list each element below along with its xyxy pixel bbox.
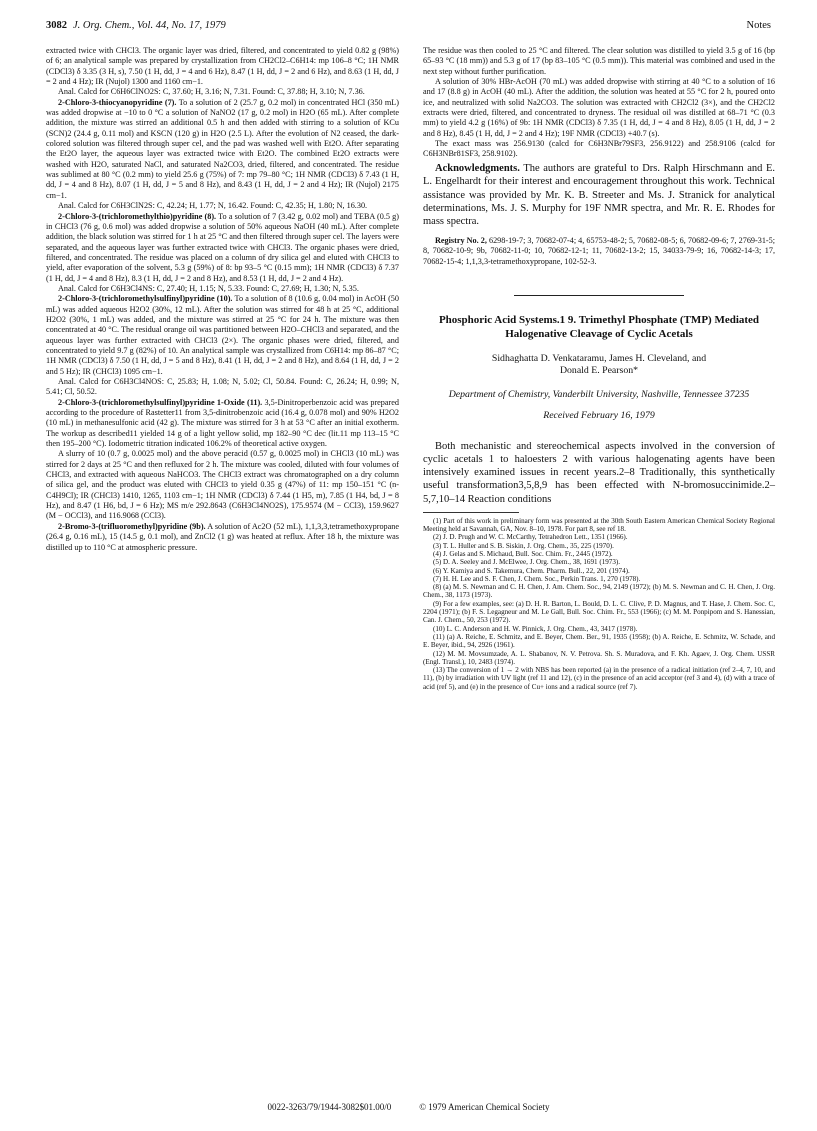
article-code: 0022-3263/79/1944-3082$01.00/0 bbox=[267, 1102, 392, 1112]
procedure-heading: 2-Chloro-3-(trichloromethylsulfinyl)pyridine 1-Oxide (11). bbox=[58, 397, 263, 407]
procedure-8 bbox=[46, 212, 399, 284]
footnote: (9) For a few examples, see: (a) D. H. R. Barton, L. Bould, D. L. C. Clive, P. D. Magnus, and T. Hase, J. Chem. Soc. C, 2204 (1971); (b) F. S. Legagneur and M. Le Gall, Bull. Soc. Chim. Fr., 553 (1966); (c) M. M. Ponpipom and S. Hanessian, Can. J. Chem., 50, 253 (1972). bbox=[423, 599, 775, 625]
paragraph: The residue was then cooled to 25 °C and filtered. The clear solution was distilled to yield 3.5 g of 16 (bp 65–93 °C (18 mm)) and 5.3 g of 17 (bp 83–105 °C (0.5 mm)). This material was combined and used in the next step without further purification. bbox=[423, 46, 775, 76]
procedure-text: A solution of Ac2O (52 mL), 1,1,3,3,tetramethoxypropane (26.4 g, 0.16 mL), 15 (14.5 g, 0.1 mol), and ZnCl2 (1 g) was heated at reflux. After 18 h, the mixture was distilled up to 110 °C at atmospheric pressure. bbox=[46, 521, 399, 552]
procedure-heading: 2-Chloro-3-(trichloromethylthio)pyridine (8). bbox=[58, 211, 217, 221]
procedure-heading: 2-Bromo-3-(trifluoromethyl)pyridine (9b). bbox=[58, 521, 206, 531]
registry-text: 6298-19-7; 3, 70682-07-4; 4, 65753-48-2; 5, 70682-08-5; 6, 70682-09-6; 7, 2769-31-5; 8, 70682-10-9; 9b, 70682-11-0; 10, 70682-12-1; 11, 70682-13-2; 15, 34033-79-9; 16, 70682-14-3; 17, 70682-15-4; 1,1,3,3-tetramethoxypropane, 102-52-3. bbox=[423, 235, 776, 266]
section-divider bbox=[514, 295, 684, 296]
footnote: (7) H. H. Lee and S. F. Chen, J. Chem. Soc., Perkin Trans. 1, 270 (1978). bbox=[433, 574, 641, 583]
running-header bbox=[46, 20, 771, 36]
procedure-10 bbox=[46, 294, 399, 377]
footnote-divider bbox=[423, 512, 519, 513]
footnote: (6) Y. Kamiya and S. Takemura, Chem. Pharm. Bull., 22, 201 (1974). bbox=[433, 566, 630, 575]
procedure-11 bbox=[46, 398, 399, 450]
journal-citation: J. Org. Chem., Vol. 44, No. 17, 1979 bbox=[73, 20, 226, 31]
registry-numbers bbox=[423, 236, 775, 267]
page-footer bbox=[0, 1102, 817, 1112]
analysis-paragraph: Anal. Calcd for C6H3Cl4NS: C, 27.40; H, 1.15; N, 5.33. Found: C, 27.69; H, 1.30; N, 5.35. bbox=[58, 283, 359, 293]
paragraph: The exact mass was 256.9130 (calcd for C6H3NBr79SF3, 256.9122) and 258.9106 (calcd for C6H3NBr81SF3, 258.9102). bbox=[423, 139, 775, 159]
left-column bbox=[46, 46, 399, 553]
section-label: Notes bbox=[746, 20, 771, 31]
footnote: (8) (a) M. S. Newman and C. H. Chen, J. Am. Chem. Soc., 94, 2149 (1972); (b) M. S. Newman and C. H. Chen, J. Org. Chem., 38, 1173 (1973). bbox=[423, 583, 775, 600]
footnotes bbox=[423, 517, 775, 691]
authors-line: Donald E. Pearson* bbox=[559, 365, 639, 377]
footnote: (5) D. A. Seeley and J. McElwee, J. Org. Chem., 38, 1691 (1973). bbox=[433, 558, 621, 567]
footnote: (13) The conversion of 1 → 2 with NBS has been reported (a) in the presence of a radical initiation (ref 2–4, 7, 10, and 11), (b) by irradiation with UV light (ref 11 and 12), (c) in the presence of an acid acceptor (ref 3 and 4), (d) with a trace of acid (ref 5), and (e) in the presence of Cu+ ions and a radical source (ref 7). bbox=[423, 666, 775, 691]
footnote: (12) M. M. Movsumzade, A. L. Shabanov, N. V. Petrova. Sh. S. Muradova, and F. Kh. Agaev, J. Org. Chem. USSR (Engl. Transl.), 10, 2483 (1974). bbox=[423, 649, 775, 666]
paragraph: extracted twice with CHCl3. The organic layer was dried, filtered, and concentrated to yield 0.82 g (98%) of 6; an analytical sample was prepared by crystallization from CH2Cl2–C6H14: mp 106–8 °C; 1H NMR (CDCl3) δ 3.35 (3 H, s), 7.50 (1 H, dd, J = 4 and 6 Hz), 8.47 (1 H, dd, J = 2 and 6 Hz), and 8.63 (1 H, dd, J = 2 and 4 Hz); IR (Nujol) 1300 and 1160 cm−1. bbox=[46, 46, 399, 87]
acknowledgments-text: The authors are grateful to Drs. Ralph Hirschmann and E. L. Engelhardt for their interest and encouragement throughout this work. Technical assistance was provided by Mr. K. B. Streeter and Ms. J. Stranick for analytical determinations, Ms. J. S. Murphy for 19F NMR spectra, and Mr. R. E. Rhodes for mass spectra. bbox=[423, 162, 775, 228]
procedure-heading: 2-Chloro-3-(trichloromethylsulfinyl)pyridine (10). bbox=[58, 294, 233, 304]
analysis-paragraph: Anal. Calcd for C6H3ClN2S: C, 42.24; H, 1.77; N, 16.42. Found: C, 42.35; H, 1.80; N, 16.30. bbox=[58, 201, 368, 211]
page-number: 3082 bbox=[46, 20, 67, 31]
footnote: (11) (a) A. Reiche, E. Schmitz, and E. Beyer, Chem. Ber., 91, 1935 (1958); (b) A. Reiche, E. Schmitz, W. Schade, and E. Beyer, ibid., 94, 2926 (1961). bbox=[423, 632, 775, 650]
procedure-heading: 2-Chloro-3-thiocyanopyridine (7). bbox=[58, 97, 177, 107]
right-column bbox=[423, 46, 775, 691]
procedure-text: To a solution of 8 (10.6 g, 0.04 mol) in AcOH (50 mL) was added aqueous H2O2 (30%, 12 mL). After the solution was stirred for 48 h at 25 °C, additional H2O2 (30%, 1 mL) was added, and the mixture was stirred at 25 °C for 24 h. The mixture was then concentrated at 40 °C. The residual orange oil was partitioned between H2O–CHCl3 and separated, and the aqueous layer was further extracted with CHCl3 (2×). The organic phases were dried, filtered, and concentrated to yield 9.7 g (82%) of 10. An analytical sample was crystallized from C6H14: mp 86–87 °C; 1H NMR (CDCl3) δ 7.50 (1 H, dd, J = 5 and 8 Hz), 8.41 (1 H, dd, J = 2 and 8 Hz), and 8.64 (1 H, dd, J = 2 and 5 Hz); IR (CHCl3) 1095 cm−1. bbox=[46, 294, 399, 376]
procedure-text: To a solution of 2 (25.7 g, 0.2 mol) in concentrated HCl (350 mL) was added dropwise at −10 to 0 °C a solution of NaNO2 (17 g, 0.2 mol) in H2O (65 mL). After complete addition, the mixture was stirred an additional 0.5 h and then added with stirring to a solution of KCu (SCN)2 (24.4 g, 0.11 mol) and KSCN (120 g) in H2O (2.5 L). After the evolution of N2 ceased, the dark-colored solution was filtered through super cel, and the pad was washed well with Et2O. After separating the Et2O layer, the aqueous layer was extracted twice with Et2O. The combined Et2O extracts were washed with H2O, saturated NaCl, and saturated Na2CO3, dried, filtered, and concentrated. The residue was sublimed at 80 °C (0.2 mm) to yield 25.6 g (75%) of 7: mp 79–80 °C; 1H NMR (CDCl3) δ 7.43 (1 H, dd, J = 4 and 8 Hz), 8.07 (1 H, dd, J = 5 and 8 Hz), and 8.43 (1 H, dd, J = 2 and 4 Hz); IR (Nujol) 2175 cm−1. bbox=[46, 97, 399, 200]
authors bbox=[423, 353, 775, 377]
paragraph: A solution of 30% HBr-AcOH (70 mL) was added dropwise with stirring at 40 °C to a solution of 16 and 17 (8.8 g) in AcOH (40 mL). After the addition, the solution was heated at 55 °C for 2 h, poured onto ice, and neutralized with solid Na2CO3. The solution was extracted with CH2Cl2 (3×), and the CH2Cl2 extracts were dried, filtered, and concentrated to dryness. The residual oil was distilled at 68–71 °C (0.3 mm) to yield 4.2 g (16%) of 9b: 1H NMR (CDCl3) δ 7.35 (1 H, dd, J = 4 and 8 Hz), 8.05 (1 H, dd, J = 2 and 8 Hz), 8.45 (1 H, dd, J = 2 and 4 Hz); 19F NMR (CDCl3) +40.7 (s). bbox=[423, 77, 775, 138]
footnote: (4) J. Gelas and S. Michaud, Bull. Soc. Chim. Fr., 2445 (1972). bbox=[433, 549, 613, 558]
paragraph: A slurry of 10 (0.7 g, 0.0025 mol) and the above peracid (0.57 g, 0.0025 mol) in CHCl3 (10 mL) was stirred for 2 days at 25 °C and then refluxed for 2 h. The mixture was cooled, diluted with four volumes of CHCl3, and extracted with aqueous NaHCO3. The CHCl3 extract was chromatographed on a dry column of silica gel, and the product was eluted with CHCl3 to yield 0.35 g (47%) of 11: mp 150–151 °C (n-C4H9Cl); IR (CHCl3) 1410, 1265, 1103 cm−1; 1H NMR (CDCl3) δ 7.44 (1 H5, m), 7.85 (1 H4, bd, J = 8 Hz), and 8.47 (1 H6, bd, J = 6 Hz); MS m/e 292.8643 (C6H3Cl4NO2S), 175.9574 (M − CCl3), 159.9627 (M − OCCl3), and 116.9068 (CCl3). bbox=[46, 449, 399, 521]
acknowledgments-heading: Acknowledgments. bbox=[435, 162, 520, 174]
analysis-paragraph: Anal. Calcd for C6H3Cl4NOS: C, 25.83; H, 1.08; N, 5.02; Cl, 50.84. Found: C, 26.24; H, 0.99; N, 5.41; Cl, 50.52. bbox=[46, 377, 399, 397]
intro-paragraph: Both mechanistic and stereochemical aspects involved in the conversion of cyclic acetals 1 to haloesters 2 with various halogenating agents have been intensively examined issues in recent years.2–8 Traditionally, this synthetically useful transformation3,5,8,9 has been effected with N-bromosuccinimide.2–5,7,10–14 Reaction conditions bbox=[423, 440, 775, 505]
copyright: © 1979 American Chemical Society bbox=[419, 1102, 550, 1112]
received-date: Received February 16, 1979 bbox=[543, 410, 655, 422]
acknowledgments bbox=[423, 162, 775, 229]
footnote: (10) L. C. Anderson and H. W. Pinnick, J. Org. Chem., 43, 3417 (1978). bbox=[433, 624, 638, 633]
authors-line: Sidhaghatta D. Venkataramu, James H. Cleveland, and bbox=[491, 353, 707, 365]
analysis-paragraph: Anal. Calcd for C6H6ClNO2S: C, 37.60; H, 3.16; N, 7.31. Found: C, 37.88; H, 3.10; N, 7.36. bbox=[58, 87, 365, 97]
affiliation: Department of Chemistry, Vanderbilt University, Nashville, Tennessee 37235 bbox=[448, 389, 750, 401]
procedure-7 bbox=[46, 98, 399, 201]
procedure-text: 3,5-Dinitroperbenzoic acid was prepared according to the procedure of Rastetter11 from 3,5-dinitrobenzoic acid (16.4 g, 0.078 mol) and 90% H2O2 (10 mL) in methanesulfonic acid (42 g). The mixture was stirred for 3 h at 53 °C after an initial exotherm. The workup as described11 yielded 14 g of a light yellow solid, mp 182–90 °C dec (lit.11 mp 113–15 °C then 195–200 °C). Iodometric titration indicated 106.2% of theoretical active oxygen. bbox=[46, 397, 399, 449]
procedure-9b bbox=[46, 522, 399, 553]
footnote: (1) Part of this work in preliminary form was presented at the 30th South Eastern American Chemical Society Regional Meeting held at Savannah, GA, Nov. 8–10, 1978. For part 8, see ref 18. bbox=[423, 516, 775, 534]
footnote: (2) J. D. Prugh and W. C. McCarthy, Tetrahedron Lett., 1351 (1966). bbox=[433, 533, 628, 542]
article-title: Phosphoric Acid Systems.1 9. Trimethyl Phosphate (TMP) Mediated Halogenative Cleavage of Cyclic Acetals bbox=[438, 313, 760, 340]
footnote: (3) T. L. Huller and S. B. Siskin, J. Org. Chem., 35, 225 (1970). bbox=[433, 541, 614, 550]
procedure-text: To a solution of 7 (3.42 g, 0.02 mol) and TEBA (0.5 g) in CHCl3 (76 g, 0.6 mol) was added dropwise a solution of 50% aqueous NaOH (40 mL). After complete addition, the black solution was stirred for 1 h at 25 °C and then filtered through super cel. The layers were separated, and the aqueous layer was further extracted twice with CHCl3. The organic phases were dried, filtered, and concentrated. The residue was placed on a column of dry silica gel and eluted with CHCl3 to yield, after evaporation of the solvent, 5.3 g (59%) of 8: bp 93–5 °C (0.15 mm); 1H NMR (CDCl3) δ 7.37 (1 H, dd, J = 4 and 8 Hz), 8.3 (1 H, dd, J = 2 and 8 Hz), and 8.53 (1 H, dd, J = 2 and 4 Hz). bbox=[46, 211, 399, 283]
registry-heading: Registry No. 2, bbox=[435, 235, 487, 245]
